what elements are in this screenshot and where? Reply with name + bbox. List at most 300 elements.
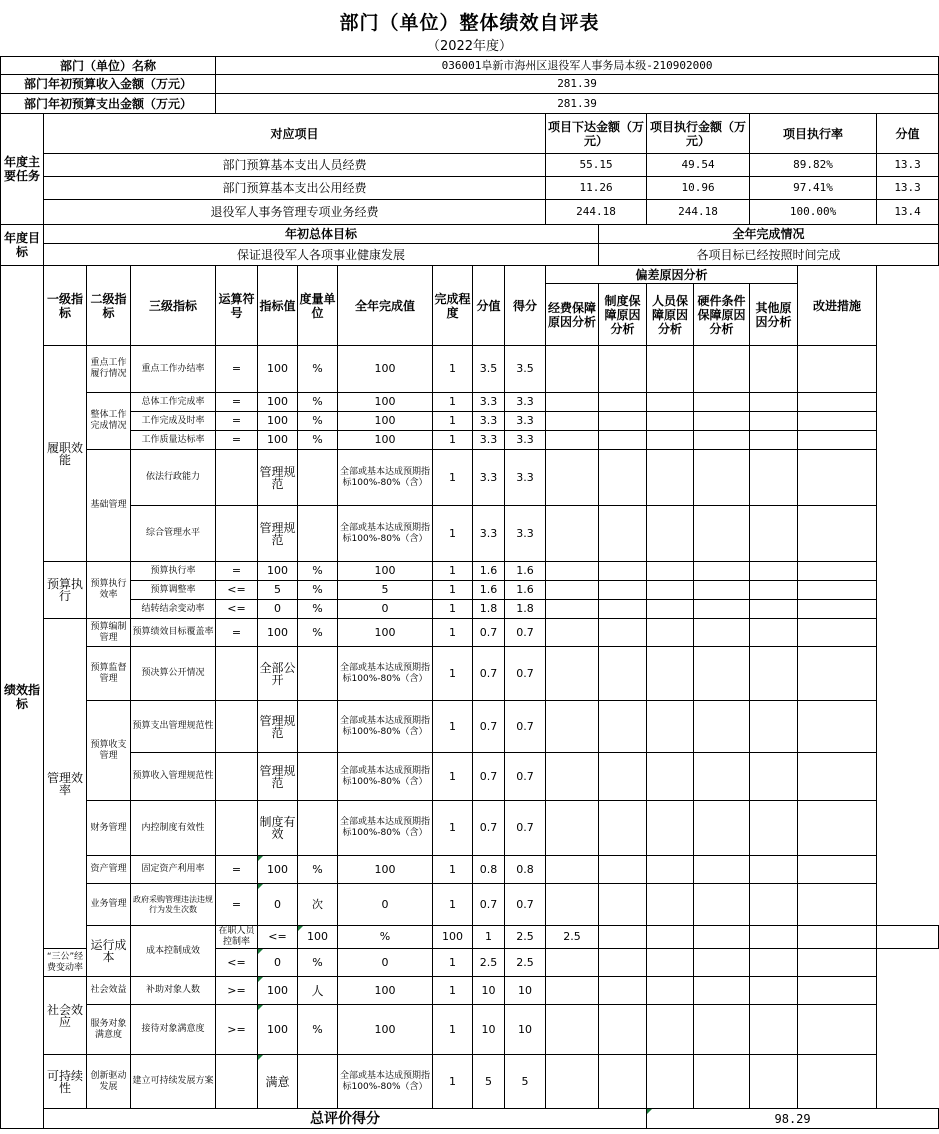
target-cell: 管理规范 xyxy=(258,450,298,506)
dev-cell xyxy=(647,1055,694,1109)
measures-cell xyxy=(798,619,877,647)
unit-cell xyxy=(298,801,338,856)
perf-col-actual: 全年完成值 xyxy=(338,266,433,346)
target-cell: 100 xyxy=(298,926,338,949)
score-cell: 10 xyxy=(473,977,505,1005)
l3-label: 预算支出管理规范性 xyxy=(131,701,216,753)
actual-cell: 0 xyxy=(338,949,433,977)
table-row xyxy=(1,412,939,431)
goals-done-label: 全年完成情况 xyxy=(599,225,939,244)
op-cell xyxy=(216,450,258,506)
measures-cell xyxy=(798,856,877,884)
unit-cell: % xyxy=(298,412,338,431)
l3-label: 结转结余变动率 xyxy=(131,600,216,619)
actual-cell: 全部或基本达成预期指标100%-80%（含） xyxy=(338,701,433,753)
target-cell: 100 xyxy=(258,346,298,393)
got-cell: 3.5 xyxy=(505,346,546,393)
income-row xyxy=(1,75,939,94)
l3-label: 内控制度有效性 xyxy=(131,801,216,856)
l3-label: 重点工作办结率 xyxy=(131,346,216,393)
op-cell: <= xyxy=(258,926,298,949)
dev-cell xyxy=(694,856,750,884)
dev-cell xyxy=(694,431,750,450)
dev-cell xyxy=(599,949,647,977)
score-cell: 0.7 xyxy=(473,647,505,701)
score-cell: 3.3 xyxy=(473,506,505,562)
task-name: 退役军人事务管理专项业务经费 xyxy=(44,200,546,225)
got-cell: 1.8 xyxy=(505,600,546,619)
dev-cell xyxy=(647,581,694,600)
score-cell: 3.3 xyxy=(473,412,505,431)
op-cell xyxy=(216,647,258,701)
dev-cell xyxy=(546,977,599,1005)
l3-label: 预决算公开情况 xyxy=(131,647,216,701)
dev-cell xyxy=(599,926,647,949)
degree-cell: 1 xyxy=(433,647,473,701)
task-executed: 10.96 xyxy=(647,177,750,200)
table-row xyxy=(1,562,939,581)
task-name: 部门预算基本支出人员经费 xyxy=(44,154,546,177)
unit-cell xyxy=(298,753,338,801)
dev-cell xyxy=(750,581,798,600)
dev-cell xyxy=(694,581,750,600)
perf-group-label: 绩效指标 xyxy=(1,266,44,1129)
task-executed: 244.18 xyxy=(647,200,750,225)
degree-cell: 1 xyxy=(433,1055,473,1109)
dev-cell xyxy=(599,753,647,801)
l2-label: 预算执行效率 xyxy=(87,562,131,619)
dev-cell xyxy=(599,412,647,431)
actual-cell: 5 xyxy=(338,581,433,600)
dev-cell xyxy=(750,856,798,884)
l2-label: 成本控制成效 xyxy=(131,926,216,977)
task-row xyxy=(1,154,939,177)
op-cell: <= xyxy=(216,949,258,977)
task-executed: 49.54 xyxy=(647,154,750,177)
table-row xyxy=(1,926,939,949)
dev-cell xyxy=(546,450,599,506)
measures-cell xyxy=(798,1005,877,1055)
table-row xyxy=(1,856,939,884)
dev-cell xyxy=(546,801,599,856)
target-cell: 100 xyxy=(258,431,298,450)
target-cell: 100 xyxy=(258,412,298,431)
task-rate: 89.82% xyxy=(750,154,877,177)
dev-cell xyxy=(546,431,599,450)
dev-cell xyxy=(647,647,694,701)
dev-cell xyxy=(798,926,877,949)
measures-cell xyxy=(798,647,877,701)
actual-cell: 全部或基本达成预期指标100%-80%（含） xyxy=(338,647,433,701)
degree-cell: 1 xyxy=(433,346,473,393)
l3-label: 工作质量达标率 xyxy=(131,431,216,450)
degree-cell: 1 xyxy=(433,856,473,884)
got-cell: 3.3 xyxy=(505,431,546,450)
got-cell: 0.7 xyxy=(505,884,546,926)
l2-label: 预算编制管理 xyxy=(87,619,131,647)
degree-cell: 1 xyxy=(433,801,473,856)
degree-cell: 1 xyxy=(433,619,473,647)
dev-cell xyxy=(694,1055,750,1109)
target-cell: 100 xyxy=(258,619,298,647)
dev-cell xyxy=(647,801,694,856)
actual-cell: 100 xyxy=(338,393,433,412)
degree-cell: 1 xyxy=(473,926,505,949)
task-name: 部门预算基本支出公用经费 xyxy=(44,177,546,200)
target-cell: 100 xyxy=(258,1005,298,1055)
dev-cell xyxy=(750,1055,798,1109)
perf-col-target: 指标值 xyxy=(258,266,298,346)
score-cell: 0.7 xyxy=(473,619,505,647)
got-cell: 10 xyxy=(505,1005,546,1055)
dev-cell xyxy=(750,977,798,1005)
unit-cell: % xyxy=(298,431,338,450)
degree-cell: 1 xyxy=(433,884,473,926)
table-row xyxy=(1,977,939,1005)
score-cell: 0.7 xyxy=(473,801,505,856)
op-cell: = xyxy=(216,856,258,884)
actual-cell: 0 xyxy=(338,884,433,926)
expense-label: 部门年初预算支出金额（万元） xyxy=(1,94,216,114)
actual-cell: 100 xyxy=(338,562,433,581)
op-cell xyxy=(216,1055,258,1109)
task-rate: 97.41% xyxy=(750,177,877,200)
l2-label: 业务管理 xyxy=(87,884,131,926)
measures-cell xyxy=(798,753,877,801)
target-cell: 100 xyxy=(258,977,298,1005)
dev-cell xyxy=(599,393,647,412)
dev-cell xyxy=(599,506,647,562)
dev-cell xyxy=(546,753,599,801)
degree-cell: 1 xyxy=(433,753,473,801)
score-cell: 0.7 xyxy=(473,701,505,753)
tasks-header-row xyxy=(1,114,939,154)
measures-cell xyxy=(798,562,877,581)
l3-label: 总体工作完成率 xyxy=(131,393,216,412)
table-row xyxy=(1,506,939,562)
unit-cell: % xyxy=(298,1005,338,1055)
tasks-col-score: 分值 xyxy=(877,114,939,154)
score-cell: 10 xyxy=(473,1005,505,1055)
measures-cell xyxy=(798,701,877,753)
dev-cell xyxy=(694,647,750,701)
table-row xyxy=(1,600,939,619)
page-title: 部门（单位）整体绩效自评表 xyxy=(339,12,600,34)
dev-cell xyxy=(647,753,694,801)
degree-cell: 1 xyxy=(433,949,473,977)
l3-label: 依法行政能力 xyxy=(131,450,216,506)
op-cell: >= xyxy=(216,1005,258,1055)
op-cell xyxy=(216,506,258,562)
l2-label: 预算收支管理 xyxy=(87,701,131,801)
l3-label: 综合管理水平 xyxy=(131,506,216,562)
table-row xyxy=(1,753,939,801)
goals-header-row xyxy=(1,225,939,244)
score-cell: 3.5 xyxy=(473,346,505,393)
l1-label: 预算执行 xyxy=(44,562,87,619)
dev-cell xyxy=(750,431,798,450)
degree-cell: 1 xyxy=(433,412,473,431)
unit-cell: % xyxy=(298,581,338,600)
perf-col-measures: 改进措施 xyxy=(798,266,877,346)
l1-label: 可持续性 xyxy=(44,1055,87,1109)
total-label: 总评价得分 xyxy=(44,1109,647,1129)
dev-cell xyxy=(599,977,647,1005)
l3-label: 接待对象满意度 xyxy=(131,1005,216,1055)
target-cell: 5 xyxy=(258,581,298,600)
op-cell xyxy=(216,753,258,801)
dev-cell xyxy=(599,562,647,581)
dev-cell xyxy=(750,701,798,753)
dev-cell xyxy=(750,949,798,977)
task-issued: 244.18 xyxy=(546,200,647,225)
got-cell: 3.3 xyxy=(505,393,546,412)
table-row xyxy=(1,884,939,926)
got-cell: 3.3 xyxy=(505,506,546,562)
dev-cell xyxy=(750,506,798,562)
measures-cell xyxy=(798,581,877,600)
target-cell: 制度有效 xyxy=(258,801,298,856)
l2-label: 基础管理 xyxy=(87,450,131,562)
target-cell: 管理规范 xyxy=(258,506,298,562)
dev-cell xyxy=(647,600,694,619)
dev-cell xyxy=(694,977,750,1005)
dev-cell xyxy=(694,346,750,393)
l2-label: 财务管理 xyxy=(87,801,131,856)
dev-cell xyxy=(599,346,647,393)
got-cell: 0.7 xyxy=(505,701,546,753)
task-row xyxy=(1,200,939,225)
perf-col-dev-funding: 经费保障原因分析 xyxy=(546,284,599,346)
perf-col-dev-hardware: 硬件条件保障原因分析 xyxy=(694,284,750,346)
dev-cell xyxy=(694,506,750,562)
measures-cell xyxy=(798,949,877,977)
op-cell: = xyxy=(216,431,258,450)
perf-col-op: 运算符号 xyxy=(216,266,258,346)
actual-cell: 全部或基本达成预期指标100%-80%（含） xyxy=(338,506,433,562)
dev-cell xyxy=(599,431,647,450)
table-row xyxy=(1,619,939,647)
dev-cell xyxy=(546,884,599,926)
task-score: 13.4 xyxy=(877,200,939,225)
total-row xyxy=(1,1109,939,1129)
dev-cell xyxy=(647,856,694,884)
actual-cell: 100 xyxy=(338,412,433,431)
dev-cell xyxy=(546,949,599,977)
score-cell: 2.5 xyxy=(505,926,546,949)
measures-cell xyxy=(798,884,877,926)
degree-cell: 1 xyxy=(433,1005,473,1055)
op-cell: <= xyxy=(216,600,258,619)
dev-cell xyxy=(694,884,750,926)
tasks-col-issued: 项目下达金额（万元） xyxy=(546,114,647,154)
dev-cell xyxy=(750,412,798,431)
actual-cell: 全部或基本达成预期指标100%-80%（含） xyxy=(338,450,433,506)
dev-cell xyxy=(546,619,599,647)
score-cell: 1.6 xyxy=(473,581,505,600)
goals-done-value: 各项目标已经按照时间完成 xyxy=(599,244,939,266)
tasks-col-item: 对应项目 xyxy=(44,114,546,154)
unit-cell: % xyxy=(298,562,338,581)
dev-cell xyxy=(599,450,647,506)
actual-cell: 100 xyxy=(338,431,433,450)
measures-cell xyxy=(798,801,877,856)
l2-label: 整体工作完成情况 xyxy=(87,393,131,450)
dev-cell xyxy=(694,753,750,801)
actual-cell: 全部或基本达成预期指标100%-80%（含） xyxy=(338,1055,433,1109)
got-cell: 2.5 xyxy=(505,949,546,977)
task-issued: 55.15 xyxy=(546,154,647,177)
actual-cell: 100 xyxy=(338,346,433,393)
evaluation-table xyxy=(0,56,939,1129)
dev-cell xyxy=(599,856,647,884)
table-row xyxy=(1,801,939,856)
dev-cell xyxy=(750,600,798,619)
op-cell: = xyxy=(216,393,258,412)
perf-col-dev-system: 制度保障原因分析 xyxy=(599,284,647,346)
perf-header-row-1 xyxy=(1,266,939,284)
dev-cell xyxy=(647,506,694,562)
got-cell: 1.6 xyxy=(505,581,546,600)
degree-cell: 1 xyxy=(433,581,473,600)
dev-cell xyxy=(599,647,647,701)
op-cell: = xyxy=(216,346,258,393)
got-cell: 3.3 xyxy=(505,450,546,506)
degree-cell: 1 xyxy=(433,393,473,412)
dev-cell xyxy=(647,431,694,450)
actual-cell: 100 xyxy=(338,977,433,1005)
expense-value: 281.39 xyxy=(216,94,939,114)
measures-cell xyxy=(798,431,877,450)
table-row xyxy=(1,346,939,393)
dev-cell xyxy=(694,600,750,619)
dept-name-value: 036001阜新市海州区退役军人事务局本级-210902000 xyxy=(216,57,939,75)
unit-cell xyxy=(298,647,338,701)
actual-cell: 全部或基本达成预期指标100%-80%（含） xyxy=(338,753,433,801)
dev-cell xyxy=(546,600,599,619)
unit-cell: % xyxy=(298,619,338,647)
l3-label: “三公”经费变动率 xyxy=(44,949,87,977)
measures-cell xyxy=(798,412,877,431)
l3-label: 政府采购管理违法违规行为发生次数 xyxy=(131,884,216,926)
dev-cell xyxy=(694,926,750,949)
total-value: 98.29 xyxy=(647,1109,939,1129)
score-cell: 1.8 xyxy=(473,600,505,619)
unit-cell: % xyxy=(298,856,338,884)
dev-cell xyxy=(694,619,750,647)
dev-cell xyxy=(599,801,647,856)
unit-cell xyxy=(298,701,338,753)
op-cell: = xyxy=(216,884,258,926)
op-cell: = xyxy=(216,562,258,581)
dev-cell xyxy=(546,346,599,393)
dev-cell xyxy=(750,801,798,856)
op-cell: <= xyxy=(216,581,258,600)
unit-cell: 次 xyxy=(298,884,338,926)
dev-cell xyxy=(647,346,694,393)
perf-col-degree: 完成程度 xyxy=(433,266,473,346)
dev-cell xyxy=(750,450,798,506)
dev-cell xyxy=(546,701,599,753)
dev-cell xyxy=(647,884,694,926)
dev-cell xyxy=(750,619,798,647)
perf-col-dev-other: 其他原因分析 xyxy=(750,284,798,346)
got-cell: 2.5 xyxy=(546,926,599,949)
tasks-group-label: 年度主要任务 xyxy=(1,114,44,225)
measures-cell xyxy=(798,346,877,393)
dev-cell xyxy=(599,884,647,926)
score-cell: 1.6 xyxy=(473,562,505,581)
score-cell: 3.3 xyxy=(473,393,505,412)
unit-cell: % xyxy=(298,600,338,619)
task-issued: 11.26 xyxy=(546,177,647,200)
perf-col-l2: 二级指标 xyxy=(87,266,131,346)
target-cell: 0 xyxy=(258,949,298,977)
dev-cell xyxy=(694,949,750,977)
score-cell: 0.8 xyxy=(473,856,505,884)
score-cell: 5 xyxy=(473,1055,505,1109)
degree-cell: 1 xyxy=(433,701,473,753)
perf-col-dev-staff: 人员保障原因分析 xyxy=(647,284,694,346)
dev-cell xyxy=(750,1005,798,1055)
dev-cell xyxy=(647,619,694,647)
l1-label: 管理效率 xyxy=(44,619,87,949)
degree-cell: 1 xyxy=(433,431,473,450)
dev-cell xyxy=(546,506,599,562)
l3-label: 固定资产利用率 xyxy=(131,856,216,884)
dept-name-label: 部门（单位）名称 xyxy=(1,57,216,75)
l2-label: 服务对象满意度 xyxy=(87,1005,131,1055)
op-cell xyxy=(216,701,258,753)
income-value: 281.39 xyxy=(216,75,939,94)
unit-cell: % xyxy=(298,346,338,393)
actual-cell: 0 xyxy=(338,600,433,619)
l2-label: 预算监督管理 xyxy=(87,647,131,701)
dev-cell xyxy=(647,450,694,506)
measures-cell xyxy=(798,1055,877,1109)
dev-cell xyxy=(546,856,599,884)
l3-label: 工作完成及时率 xyxy=(131,412,216,431)
op-cell: >= xyxy=(216,977,258,1005)
score-cell: 0.7 xyxy=(473,753,505,801)
l2-label: 社会效益 xyxy=(87,977,131,1005)
l2-label: 资产管理 xyxy=(87,856,131,884)
perf-col-score: 分值 xyxy=(473,266,505,346)
unit-cell: % xyxy=(298,949,338,977)
l3-label: 预算绩效目标覆盖率 xyxy=(131,619,216,647)
task-row xyxy=(1,177,939,200)
dev-cell xyxy=(750,647,798,701)
dev-cell xyxy=(599,1005,647,1055)
goals-value-row xyxy=(1,244,939,266)
l3-label: 补助对象人数 xyxy=(131,977,216,1005)
dev-cell xyxy=(750,346,798,393)
score-cell: 0.7 xyxy=(473,884,505,926)
dev-cell xyxy=(546,393,599,412)
table-row xyxy=(1,581,939,600)
perf-col-deviation: 偏差原因分析 xyxy=(546,266,798,284)
tasks-col-executed: 项目执行金额（万元） xyxy=(647,114,750,154)
dev-cell xyxy=(647,977,694,1005)
measures-cell xyxy=(877,926,939,949)
dev-cell xyxy=(750,884,798,926)
target-cell: 0 xyxy=(258,884,298,926)
table-row xyxy=(1,1055,939,1109)
degree-cell: 1 xyxy=(433,506,473,562)
target-cell: 管理规范 xyxy=(258,701,298,753)
table-row xyxy=(1,450,939,506)
actual-cell: 全部或基本达成预期指标100%-80%（含） xyxy=(338,801,433,856)
